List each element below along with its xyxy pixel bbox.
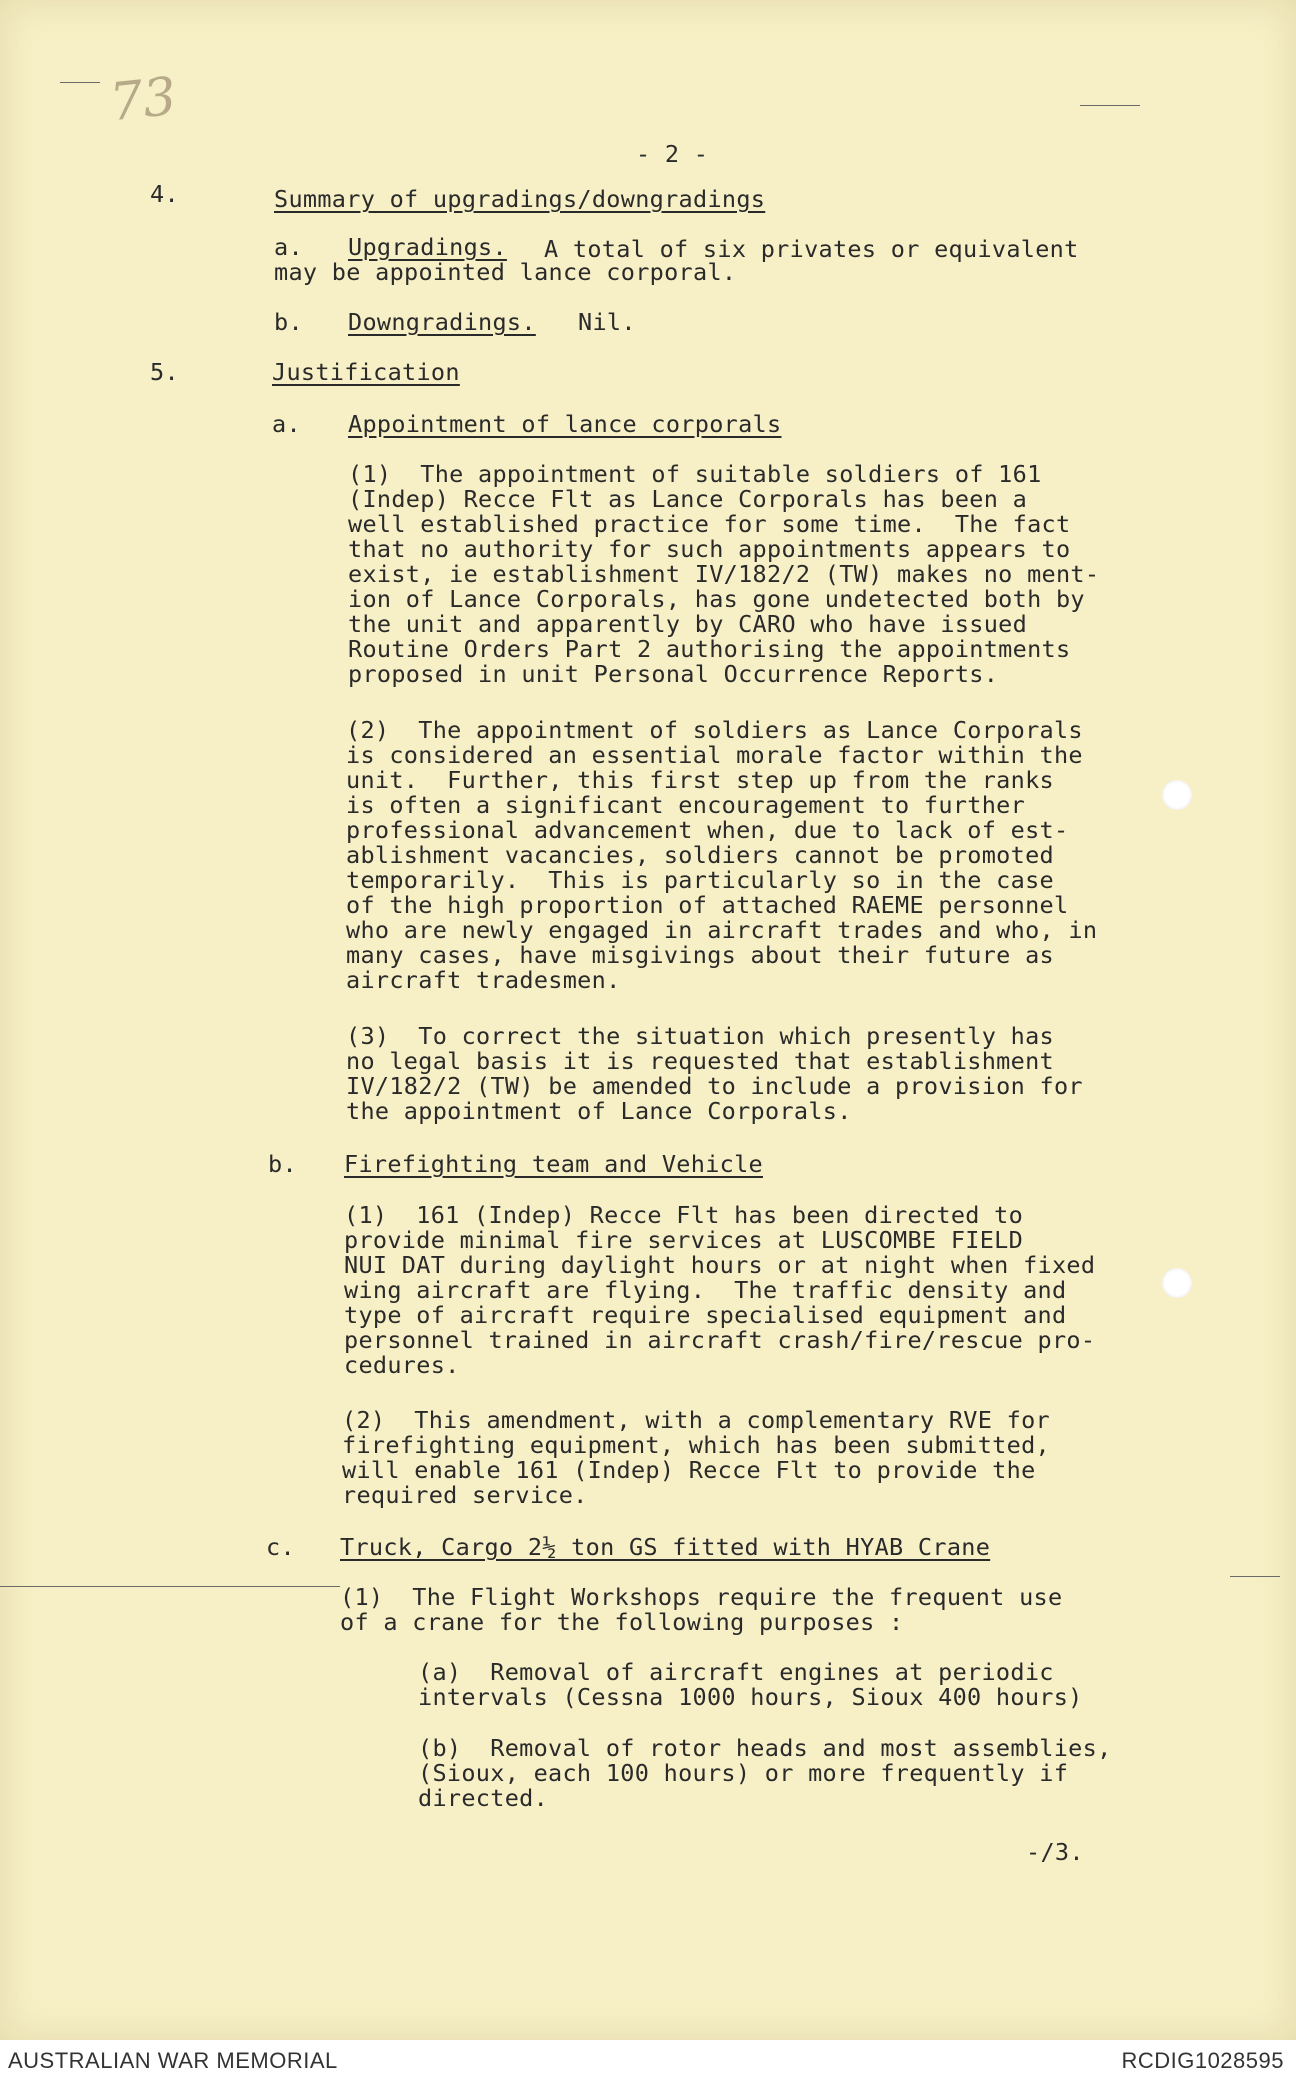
item-text: may be appointed lance corporal. [274,258,737,286]
text-line: who are newly engaged in aircraft trades and who, in [346,916,1098,944]
text-line: proposed in unit Personal Occurrence Reports. [348,660,999,688]
fold-line [0,1586,340,1587]
continuation-marker: -/3. [1026,1838,1084,1866]
text-line: of the high proportion of attached RAEME personnel [346,891,1069,919]
item-title: Appointment of lance corporals [348,410,782,438]
text-line: type of aircraft require specialised equipment and [344,1301,1067,1329]
paragraph [344,1203,1095,1378]
item-text: Nil. [578,308,636,336]
text-line: (Sioux, each 100 hours) or more frequently if [418,1759,1069,1787]
paragraph [342,1408,1050,1508]
item-title: Firefighting team and Vehicle [344,1150,763,1178]
text-line: intervals (Cessna 1000 hours, Sioux 400 hours) [418,1683,1083,1711]
item-text: A total of six privates or equivalent [544,235,1079,263]
text-line: (1) The Flight Workshops require the frequent use [340,1583,1063,1611]
text-line: of a crane for the following purposes : [340,1608,904,1636]
text-line: that no authority for such appointments appears to [348,535,1071,563]
text-line: is considered an essential morale factor within the [346,741,1083,769]
text-line: temporarily. This is particularly so in the case [346,866,1054,894]
text-line: ion of Lance Corporals, has gone undetected both by [348,585,1085,613]
item-label: c. [266,1533,295,1561]
text-line: the appointment of Lance Corporals. [346,1097,852,1125]
paragraph [346,1024,1083,1124]
text-line: no legal basis it is requested that establishment [346,1047,1054,1075]
page-number: - 2 - [636,140,709,168]
text-line: firefighting equipment, which has been submitted, [342,1431,1050,1459]
footer-record-id: RCDIG1028595 [1121,2048,1284,2073]
item-label: b. [268,1150,297,1178]
fold-line [1230,1576,1280,1577]
handwritten-page-number: 73 [107,66,180,134]
text-line: many cases, have misgivings about their future as [346,941,1054,969]
punch-hole [1162,1268,1192,1298]
text-line: well established practice for some time. The fact [348,510,1071,538]
text-line: (1) 161 (Indep) Recce Flt has been directed to [344,1201,1024,1229]
text-line: unit. Further, this first step up from the ranks [346,766,1054,794]
text-line: NUI DAT during daylight hours or at night when fixed [344,1251,1096,1279]
text-line: (3) To correct the situation which presently has [346,1022,1054,1050]
text-line: professional advancement when, due to lack of est- [346,816,1069,844]
sub-item [418,1660,1083,1710]
sub-item [418,1736,1112,1811]
text-line: exist, ie establishment IV/182/2 (TW) makes no ment- [348,560,1100,588]
margin-mark [60,82,100,83]
text-line: (a) Removal of aircraft engines at periodic [418,1658,1054,1686]
punch-hole [1162,780,1192,810]
text-line: IV/182/2 (TW) be amended to include a provision for [346,1072,1083,1100]
text-line: aircraft tradesmen. [346,966,621,994]
paragraph [346,718,1097,993]
item-title: Truck, Cargo 2½ ton GS fitted with HYAB Crane [340,1533,991,1561]
text-line: (b) Removal of rotor heads and most assemblies, [418,1734,1112,1762]
text-line: (1) The appointment of suitable soldiers of 161 [348,460,1042,488]
text-line: Routine Orders Part 2 authorising the appointments [348,635,1071,663]
text-line: is often a significant encouragement to further [346,791,1026,819]
item-title: Downgradings. [348,308,536,336]
item-label: a. [274,233,303,261]
section-number: 5. [150,358,179,386]
section-heading: Justification [272,358,460,386]
paragraph [348,462,1099,687]
footer-institution: AUSTRALIAN WAR MEMORIAL [8,2048,338,2073]
text-line: (Indep) Recce Flt as Lance Corporals has been a [348,485,1028,513]
text-line: cedures. [344,1351,460,1379]
paragraph [340,1585,1062,1635]
text-line: (2) This amendment, with a complementary RVE for [342,1406,1050,1434]
text-line: provide minimal fire services at LUSCOMBE FIELD [344,1226,1024,1254]
section-heading: Summary of upgradings/downgradings [274,185,766,213]
text-line: personnel trained in aircraft crash/fire/rescue pro- [344,1326,1096,1354]
item-title: Upgradings. [348,233,507,261]
item-label: a. [272,410,301,438]
text-line: the unit and apparently by CARO who have issued [348,610,1028,638]
item-label: b. [274,308,303,336]
text-line: required service. [342,1481,588,1509]
section-number: 4. [150,180,179,208]
margin-mark [1080,105,1140,106]
text-line: directed. [418,1784,549,1812]
text-line: will enable 161 (Indep) Recce Flt to provide the [342,1456,1036,1484]
text-line: wing aircraft are flying. The traffic density and [344,1276,1067,1304]
text-line: (2) The appointment of soldiers as Lance Corporals [346,716,1083,744]
text-line: ablishment vacancies, soldiers cannot be promoted [346,841,1054,869]
